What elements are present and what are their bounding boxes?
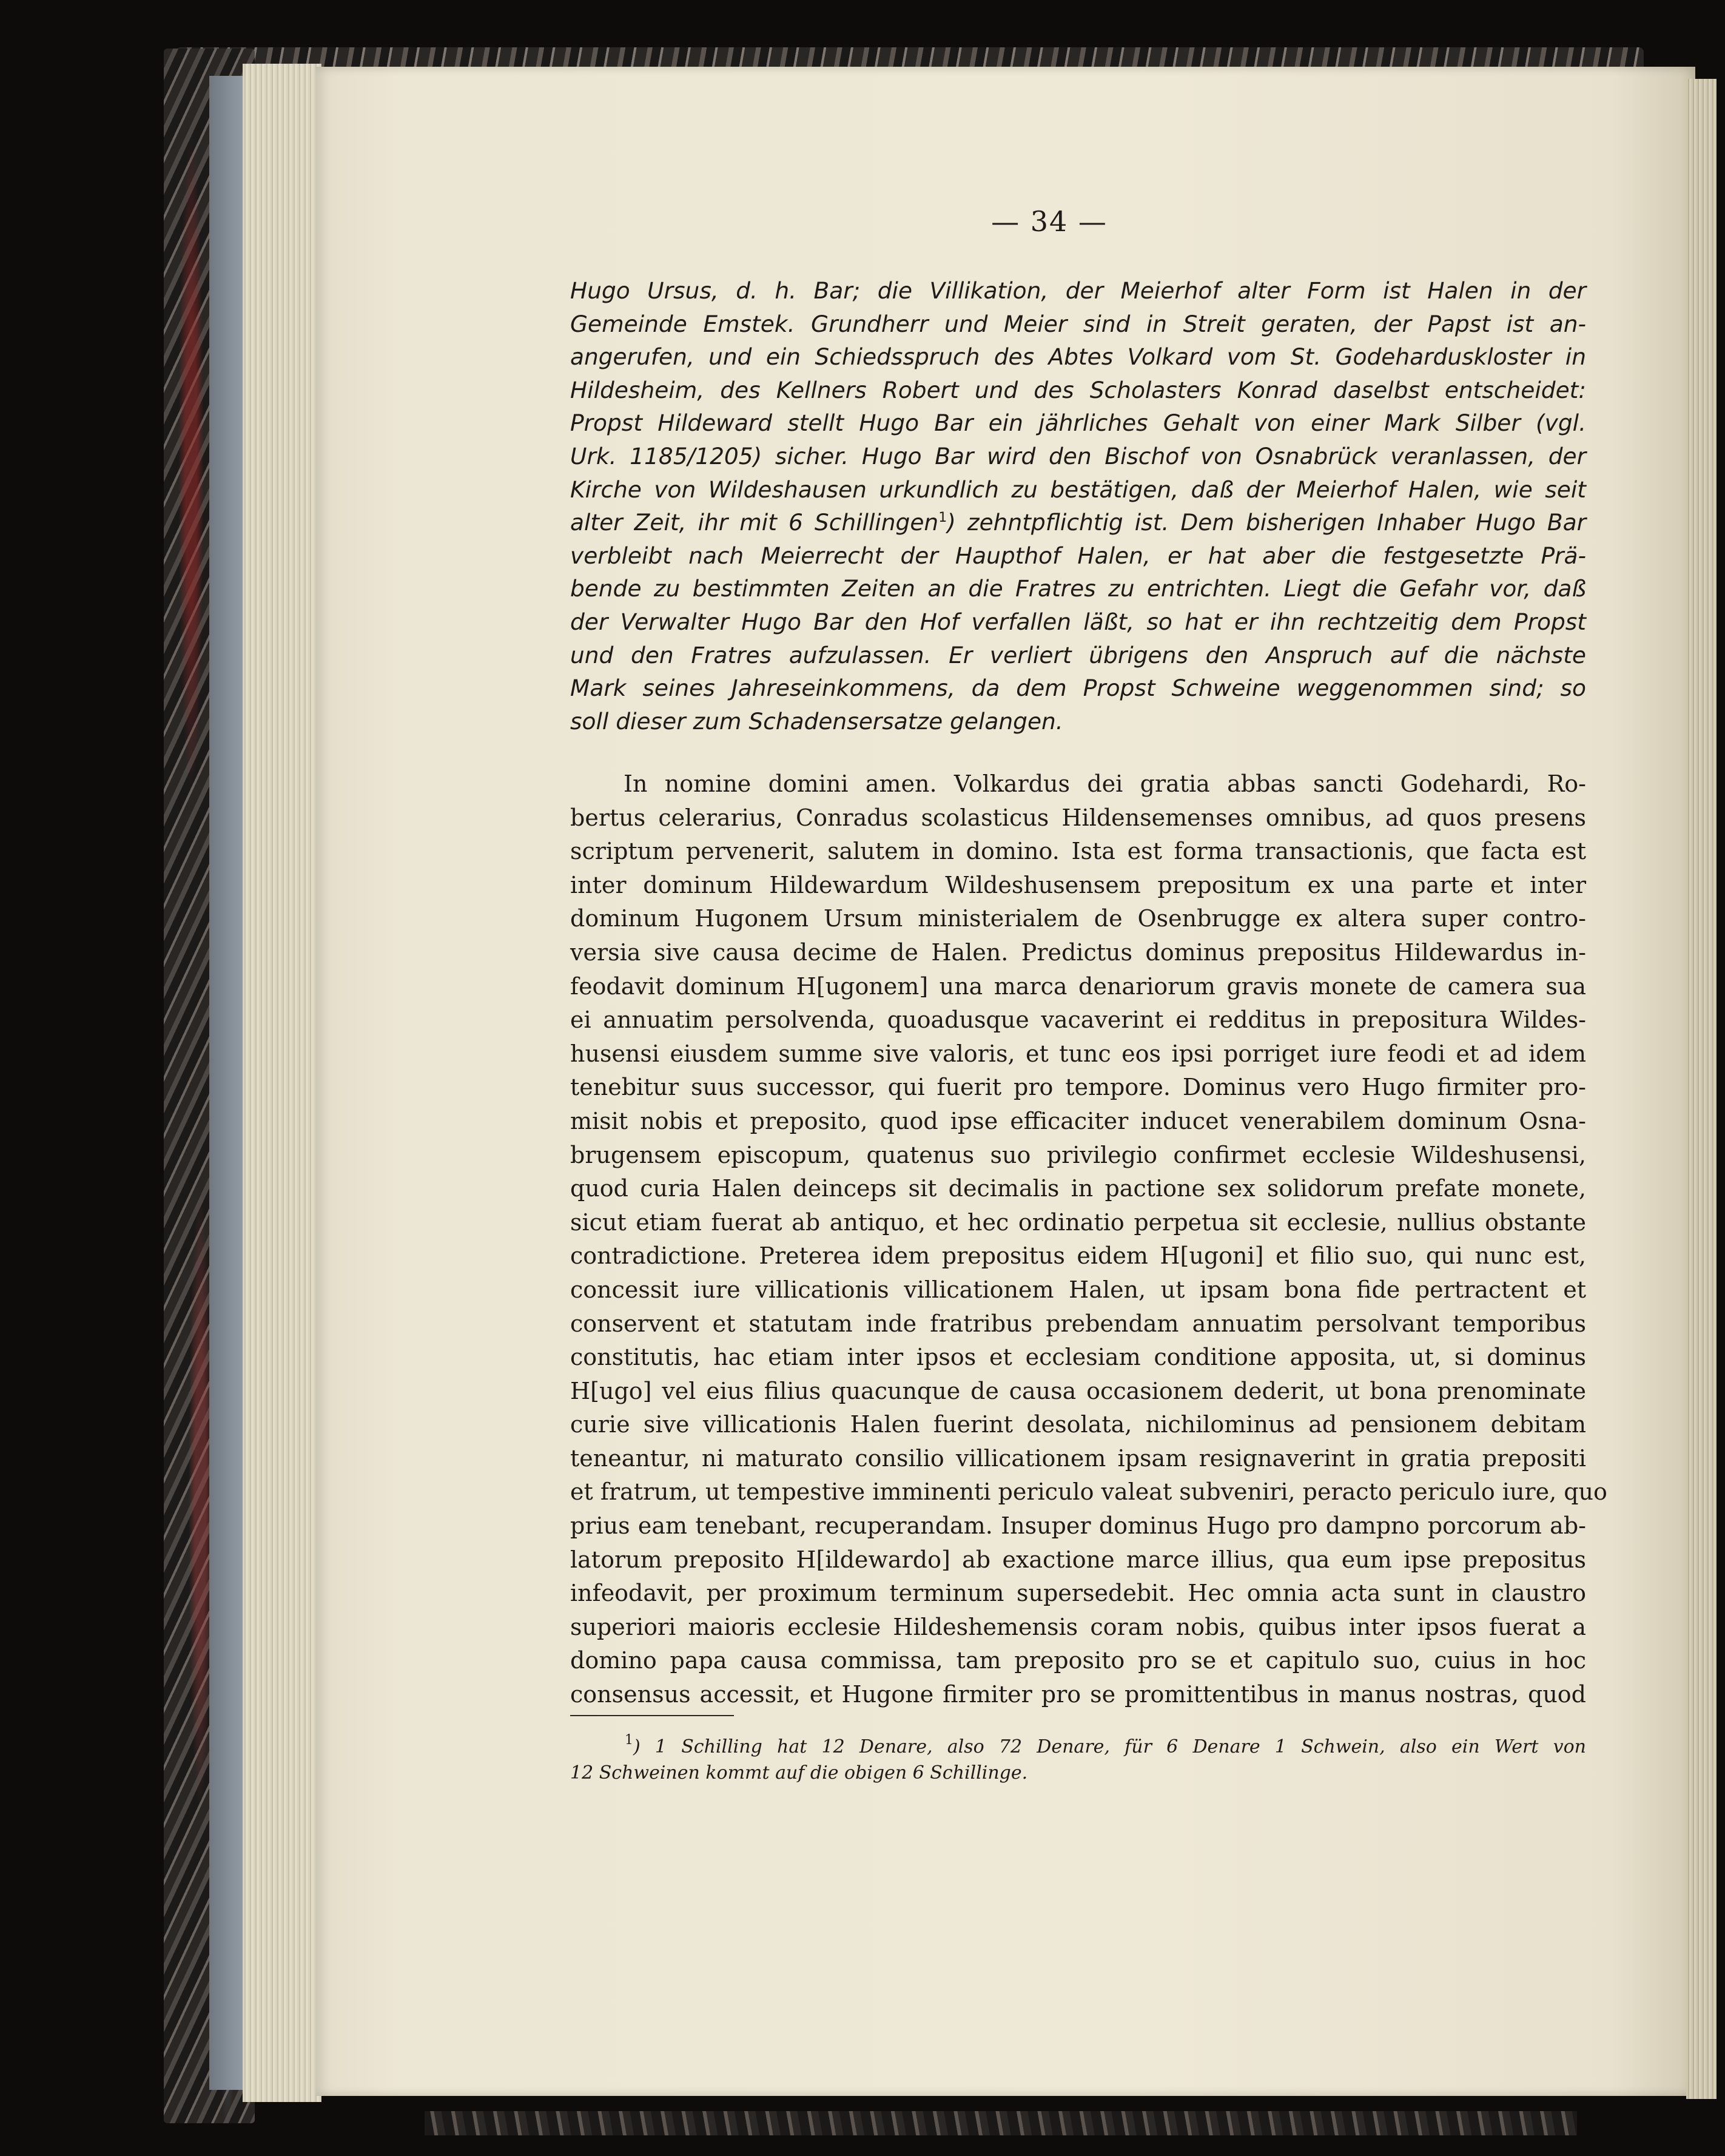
- latin-line: brugensem episcopum, quatenus suo privilegio confirmet ecclesie Wildeshusensi,: [570, 1141, 1586, 1168]
- page-stack-left: [243, 64, 321, 2102]
- summary-line: verbleibt nach Meierrecht der Haupthof Halen, er hat aber die festgesetzte Prä-: [570, 542, 1586, 569]
- page-stack-right: [1686, 79, 1717, 2099]
- latin-line: sicut etiam fuerat ab antiquo, et hec ordinatio perpetua sit ecclesie, nullius obstante: [570, 1208, 1586, 1236]
- summary-line: Urk. 1185/1205) sicher. Hugo Bar wird den Bischof von Osnabrück veranlassen, der: [570, 442, 1586, 470]
- footnote-line: 12 Schweinen kommt auf die obigen 6 Schillinge.: [570, 1762, 1028, 1784]
- summary-line: Gemeinde Emstek. Grundherr und Meier sind in Streit geraten, der Papst ist an-: [570, 310, 1586, 337]
- footnote-marker: 1: [938, 510, 947, 526]
- summary-line: soll dieser zum Schadensersatze gelangen.: [570, 707, 1063, 735]
- latin-line: contradictione. Preterea idem prepositus eidem H[ugoni] et filio suo, qui nunc est,: [570, 1242, 1586, 1270]
- latin-line: bertus celerarius, Conradus scolasticus Hildensemenses omnibus, ad quos presens: [570, 804, 1586, 831]
- latin-line: prius eam tenebant, recuperandam. Insuper dominus Hugo pro dampno porcorum ab-: [570, 1512, 1586, 1540]
- marbled-cover-top: [176, 47, 1644, 68]
- summary-paragraph: [570, 274, 1586, 738]
- latin-line: conservent et statutam inde fratribus prebendam annuatim persolvant temporibus: [570, 1310, 1586, 1337]
- summary-line: Hugo Ursus, d. h. Bar; die Villikation, der Meierhof alter Form ist Halen in der: [570, 277, 1586, 304]
- latin-line: tenebitur suus successor, qui fuerit pro tempore. Dominus vero Hugo firmiter pro-: [570, 1074, 1586, 1101]
- summary-line-head: alter Zeit, ihr mit 6 Schillingen: [570, 509, 939, 536]
- latin-line: latorum preposito H[ildewardo] ab exactione marce illius, qua eum ipse prepositus: [570, 1546, 1586, 1573]
- latin-line: ei annuatim persolvenda, quoadusque vacaverint ei redditus in prepositura Wildes-: [570, 1006, 1586, 1034]
- summary-line: und den Fratres aufzulassen. Er verliert übrigens den Anspruch auf die nächste: [570, 641, 1586, 669]
- latin-line: infeodavit, per proximum terminum supersedebit. Hec omnia acta sunt in claustro: [570, 1580, 1586, 1607]
- latin-charter-text: [570, 767, 1607, 1712]
- footnote-text: ) 1 Schilling hat 12 Denare, also 72 Denare, für 6 Denare 1 Schwein, also ein Wert von: [633, 1736, 1586, 1757]
- latin-line: quod curia Halen deinceps sit decimalis in pactione sex solidorum prefate monete,: [570, 1175, 1586, 1202]
- marbled-cover-bottom: [425, 2111, 1577, 2135]
- footnote-number: 1: [625, 1733, 633, 1748]
- summary-line-tail: ) zehntpflichtig ist. Dem bisherigen Inhaber Hugo Bar: [947, 509, 1586, 536]
- summary-line: Mark seines Jahreseinkommens, da dem Propst Schweine weggenommen sind; so: [570, 675, 1586, 702]
- latin-line: constitutis, hac etiam inter ipsos et ecclesiam conditione apposita, ut, si dominus: [570, 1344, 1586, 1371]
- latin-line: teneantur, ni maturato consilio villicationem ipsam resignaverint in gratia prepositi: [570, 1444, 1586, 1472]
- latin-line: curie sive villicationis Halen fuerint desolata, nichilominus ad pensionem debitam: [570, 1411, 1586, 1438]
- summary-line: Hildesheim, des Kellners Robert und des Scholasters Konrad daselbst entscheidet:: [570, 376, 1586, 403]
- latin-line: feodavit dominum H[ugonem] una marca denariorum gravis monete de camera sua: [570, 972, 1586, 1000]
- summary-line: [570, 506, 1586, 539]
- latin-line: misit nobis et preposito, quod ipse efficaciter inducet venerabilem dominum Osna-: [570, 1107, 1586, 1134]
- summary-line: bende zu bestimmten Zeiten an die Fratres zu entrichten. Liegt die Gefahr vor, daß: [570, 575, 1586, 602]
- latin-line: scriptum pervenerit, salutem in domino. Ista est forma transactionis, que facta est: [570, 838, 1586, 865]
- latin-line: domino papa causa commissa, tam preposito pro se et capitulo suo, cuius in hoc: [570, 1647, 1586, 1674]
- latin-line: H[ugo] vel eius filius quacunque de causa occasionem dederit, ut bona prenominate: [570, 1377, 1586, 1404]
- summary-line: angerufen, und ein Schiedsspruch des Abtes Volkard vom St. Godeharduskloster in: [570, 343, 1586, 371]
- latin-line: concessit iure villicationis villicationem Halen, ut ipsam bona fide pertractent et: [570, 1276, 1586, 1303]
- summary-line: Kirche von Wildeshausen urkundlich zu bestätigen, daß der Meierhof Halen, wie seit: [570, 476, 1586, 503]
- summary-line: der Verwalter Hugo Bar den Hof verfallen läßt, so hat er ihn rechtzeitig dem Propst: [570, 608, 1586, 635]
- footnote-line: [570, 1734, 1586, 1760]
- latin-line: husensi eiusdem summe sive valoris, et tunc eos ipsi porriget iure feodi et ad idem: [570, 1040, 1586, 1067]
- latin-line: consensus accessit, et Hugone firmiter pro se promittentibus in manus nostras, quod: [570, 1681, 1586, 1708]
- page-number: — 34 —: [991, 205, 1108, 238]
- summary-line: Propst Hildeward stellt Hugo Bar ein jährliches Gehalt von einer Mark Silber (vgl.: [570, 409, 1586, 437]
- latin-line: versia sive causa decime de Halen. Predictus dominus prepositus Hildewardus in-: [570, 938, 1586, 966]
- latin-line: superiori maioris ecclesie Hildeshemensis coram nobis, quibus inter ipsos fuerat a: [570, 1613, 1586, 1640]
- latin-line: inter dominum Hildewardum Wildeshusensem prepositum ex una parte et inter: [570, 871, 1586, 898]
- latin-line: dominum Hugonem Ursum ministerialem de Osenbrugge ex altera super contro-: [570, 905, 1586, 932]
- footnote: [570, 1734, 1586, 1786]
- footnote-divider: [570, 1715, 734, 1716]
- latin-line: et fratrum, ut tempestive imminenti periculo valeat subveniri, peracto periculo iure, quo: [570, 1478, 1607, 1506]
- latin-line: In nomine domini amen. Volkardus dei gratia abbas sancti Godehardi, Ro-: [624, 770, 1586, 797]
